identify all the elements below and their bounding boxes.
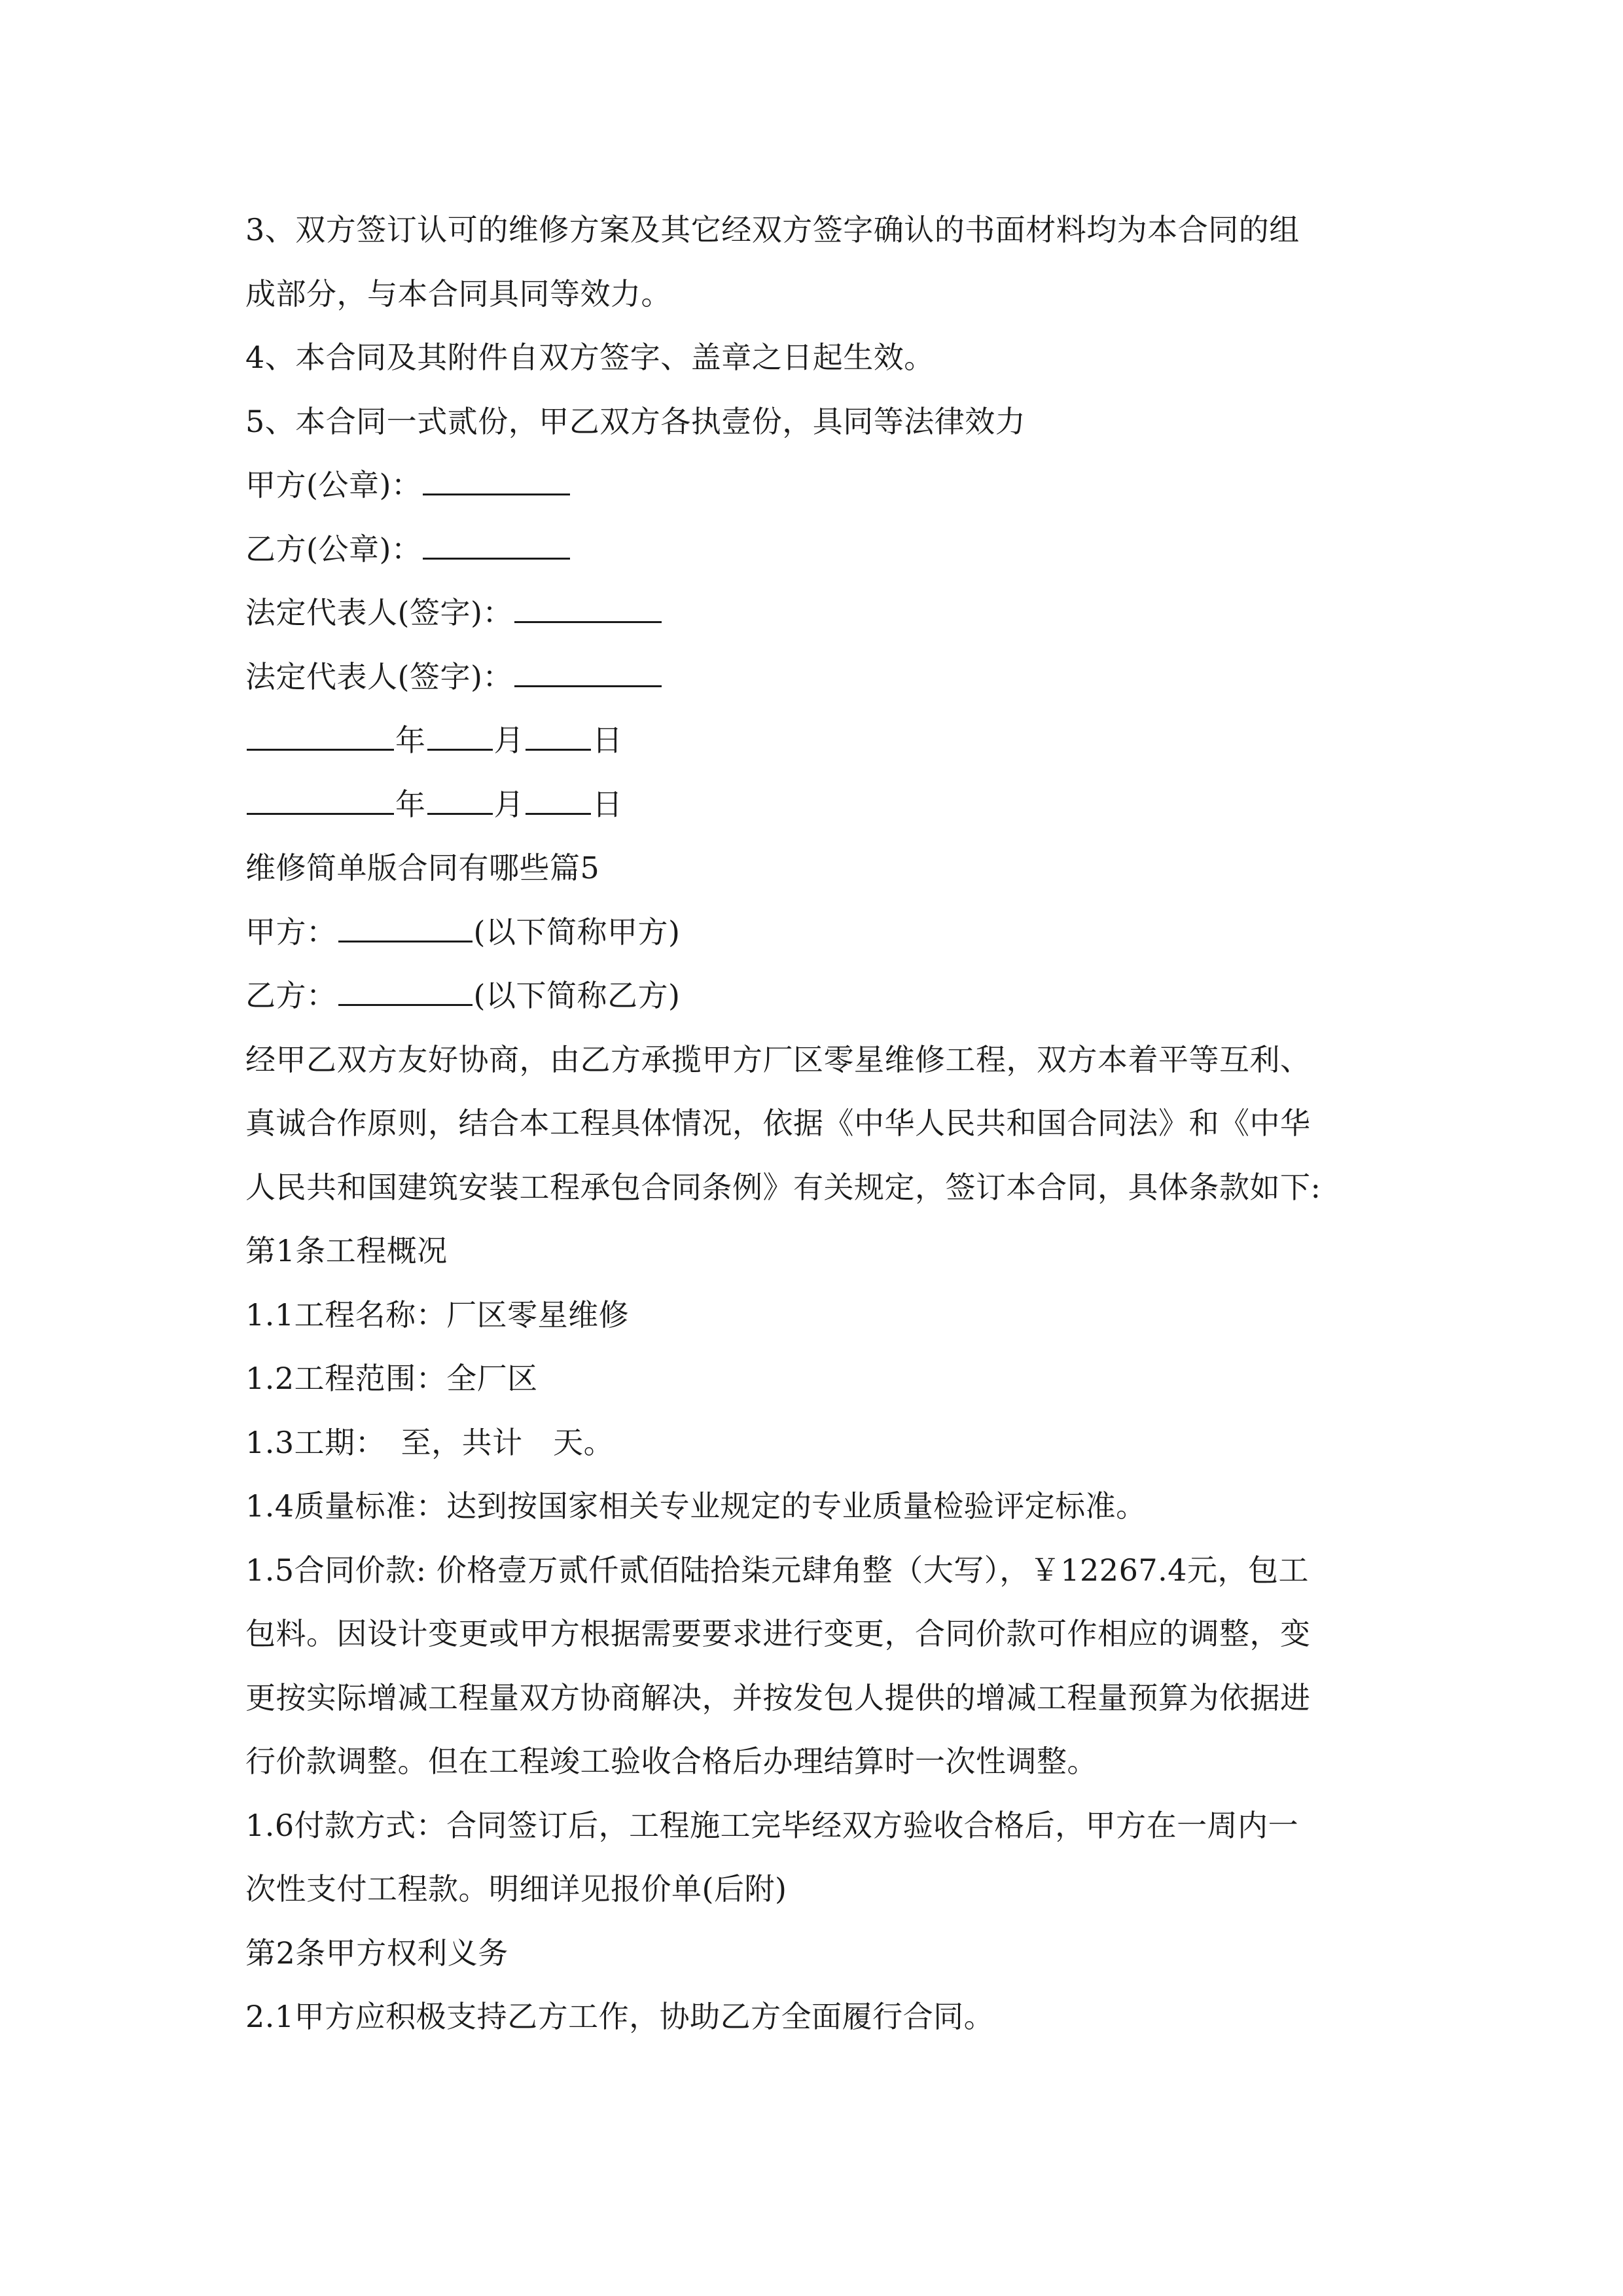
year-blank-2 (247, 784, 394, 815)
party-a-suffix: (以下简称甲方) (473, 914, 681, 950)
body-line: 经甲乙双方友好协商，由乙方承揽甲方厂区零星维修工程，双方本着平等互利、 (245, 1041, 1311, 1077)
item-1-5-line-2: 包料。因设计变更或甲方根据需要要求进行变更，合同价款可作相应的调整，变 (245, 1616, 1311, 1651)
party-b-seal-label: 乙方(公章)： (245, 531, 422, 567)
item-1-3: 1.3工期： 至，共计 天。 (245, 1424, 615, 1460)
item-1-5-line-4: 行价款调整。但在工程竣工验收合格后办理结算时一次性调整。 (245, 1744, 1097, 1779)
item-1-6-line-1: 1.6付款方式：合同签订后，工程施工完毕经双方验收合格后，甲方在一周内一 (245, 1807, 1299, 1843)
item-1-5-line-1: 1.5合同价款: 价格壹万贰仟贰佰陆拾柒元肆角整（大写），￥12267.4元，包工 (245, 1552, 1309, 1588)
legal-rep-label-1: 法定代表人(签字)： (245, 595, 513, 630)
month-label-1: 月 (493, 723, 524, 758)
legal-rep-label-2: 法定代表人(签字)： (245, 658, 513, 694)
party-b-label: 乙方： (245, 978, 337, 1013)
month-blank-1 (427, 720, 493, 751)
year-label-1: 年 (395, 723, 426, 758)
party-b-seal-line (245, 518, 1397, 582)
clause-4: 4、本合同及其附件自双方签字、盖章之日起生效。 (245, 340, 935, 375)
item-1-6-line-2: 次性支付工程款。明细详见报价单(后附) (245, 1871, 787, 1907)
body-line: 真诚合作原则，结合本工程具体情况，依据《中华人民共和国合同法》和《中华 (245, 1105, 1311, 1141)
party-a-line (245, 901, 1397, 965)
day-label-1: 日 (592, 723, 623, 758)
date-line-2 (245, 773, 1397, 837)
day-blank-2 (526, 784, 591, 815)
section-heading: 维修简单版合同有哪些篇5 (245, 850, 600, 886)
item-1-5-line-3: 更按实际增减工程量双方协商解决，并按发包人提供的增减工程量预算为依据进 (245, 1679, 1311, 1715)
clause-3-line-1: 3、双方签订认可的维修方案及其它经双方签字确认的书面材料均为本合同的组 (245, 212, 1300, 247)
article-1-heading: 第1条工程概况 (245, 1233, 448, 1268)
item-1-2: 1.2工程范围：全厂区 (245, 1361, 538, 1396)
year-blank-1 (247, 720, 394, 751)
party-b-blank (338, 975, 473, 1006)
party-a-seal-label: 甲方(公章)： (245, 467, 422, 503)
day-blank-1 (526, 720, 591, 751)
party-b-line (245, 964, 1397, 1028)
party-b-seal-blank (423, 529, 570, 560)
day-label-2: 日 (592, 786, 623, 822)
document-page (245, 198, 1397, 2049)
legal-rep-line-1 (245, 581, 1397, 645)
body-line: 人民共和国建筑安装工程承包合同条例》有关规定，签订本合同，具体条款如下: (245, 1169, 1321, 1205)
item-1-1: 1.1工程名称：厂区零星维修 (245, 1297, 630, 1333)
month-label-2: 月 (493, 786, 524, 822)
date-line-1 (245, 709, 1397, 773)
month-blank-2 (427, 784, 493, 815)
clause-5: 5、本合同一式贰份，甲乙双方各执壹份，具同等法律效力 (245, 403, 1026, 439)
legal-rep-blank-1 (514, 592, 662, 623)
legal-rep-line-2 (245, 645, 1397, 709)
party-a-seal-blank (423, 465, 570, 495)
party-a-seal-line (245, 454, 1397, 518)
party-b-suffix: (以下简称乙方) (473, 978, 681, 1013)
item-2-1: 2.1甲方应积极支持乙方工作，协助乙方全面履行合同。 (245, 1999, 995, 2034)
year-label-2: 年 (395, 786, 426, 822)
legal-rep-blank-2 (514, 656, 662, 687)
clause-3-line-2: 成部分，与本合同具同等效力。 (245, 276, 671, 312)
party-a-label: 甲方： (245, 914, 337, 950)
party-a-blank (338, 912, 473, 942)
article-2-heading: 第2条甲方权利义务 (245, 1935, 508, 1971)
item-1-4: 1.4质量标准：达到按国家相关专业规定的专业质量检验评定标准。 (245, 1488, 1147, 1524)
